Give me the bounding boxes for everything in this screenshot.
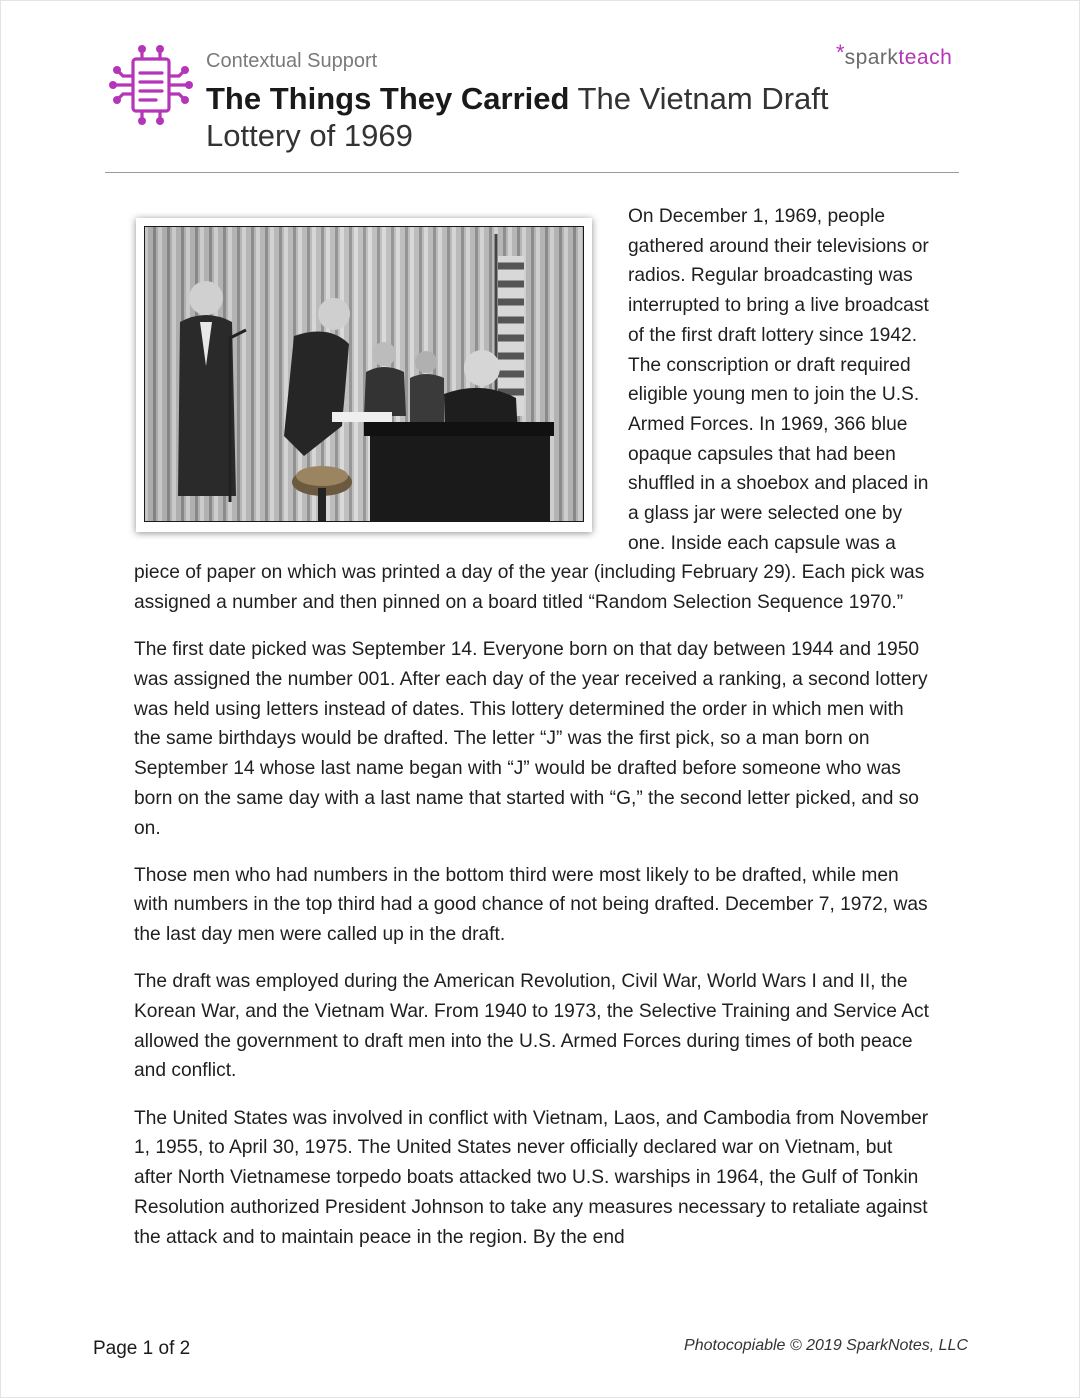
- page-title: [206, 80, 866, 154]
- paragraph-5: The United States was involved in conflict with Vietnam, Laos, and Cambodia from November 1, 1955, to April 30, 1975. The United States never officially declared war on Vietnam, but after North Vietnamese torpedo boats attacked two U.S. warships in 1964, the Gulf of Tonkin Resolution authorized President Johnson to take any measures necessary to retaliate against the attack and to maintain peace in the region. By the end: [134, 1107, 929, 1248]
- page-number: Page 1 of 2: [93, 1338, 191, 1359]
- brand-teach: teach: [898, 46, 953, 69]
- paragraph-1: On December 1, 1969, people gathered around their televisions or radios. Regular broadcasting was interrupted to bring a live broadcast of the first draft lottery since 1942. The conscription or draft required eligible young men to join the U.S. Armed Forces. In 1969, 366 blue opaque capsules that had been shuffled in a shoebox and placed in a glass jar were selected one by one. Inside each capsule was a piece of paper on which was printed a day of the year (including February 29). Each pick was assigned a number and then pinned on a board titled “Random Selection Sequence 1970.”: [134, 206, 929, 614]
- brand-asterisk: *: [836, 40, 845, 65]
- paragraph-3: Those men who had numbers in the bottom third were most likely to be drafted, while men with numbers in the top third had a good chance of not being drafted. December 7, 1972, was the last day men were called up in the draft.: [134, 864, 928, 946]
- brand-spark: spark: [844, 46, 899, 69]
- sparkteach-logo: [836, 40, 953, 70]
- paragraph-2: The first date picked was September 14. Everyone born on that day between 1944 and 1950 was assigned the number 001. After each day of the year received a ranking, a second lottery was held using letters instead of dates. This lottery determined the order in which men with the same birthdays would be drafted. The letter “J” was the first pick, so a man born on September 14 whose last name began with “J” would be drafted before someone who was born on the same day with a last name that started with “G,” the second letter picked, and so on.: [134, 639, 928, 839]
- title-book-name: The Things They Carried: [206, 81, 570, 116]
- document-supertitle: Contextual Support: [206, 50, 378, 72]
- photo-illustration: [144, 226, 584, 522]
- paragraph-4: The draft was employed during the American Revolution, Civil War, World Wars I and II, the Korean War, and the Vietnam War. From 1940 to 1973, the Selective Training and Service Act allowed the government to draft men into the U.S. Armed Forces during times of both peace and conflict.: [134, 971, 929, 1082]
- draft-lottery-photo: [136, 218, 592, 532]
- document-circuit-icon: [108, 42, 194, 128]
- header-divider: [105, 172, 959, 173]
- copyright-notice: Photocopiable © 2019 SparkNotes, LLC: [684, 1337, 968, 1354]
- title-topic: The Vietnam Draft Lottery of 1969: [206, 81, 829, 153]
- article-body: [134, 202, 934, 1270]
